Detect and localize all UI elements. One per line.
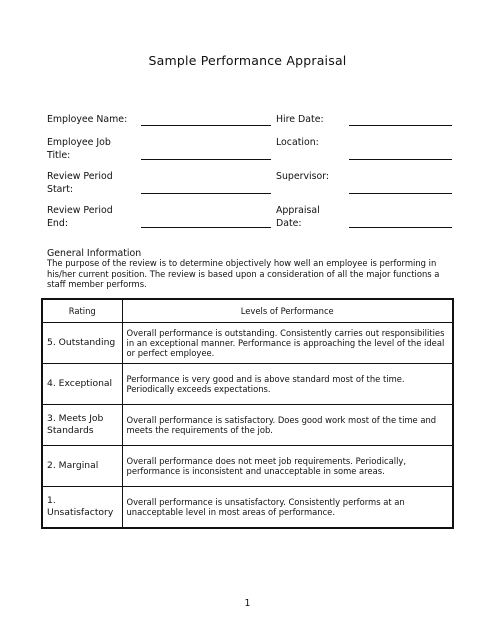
field-label-line: Employee Job <box>47 137 111 148</box>
field-label-line: Date: <box>276 218 302 229</box>
field-label-line: Appraisal <box>276 205 320 216</box>
review-end-field[interactable] <box>141 227 271 228</box>
description-cell: Overall performance is outstanding. Consistently carries out responsibilities in an exceptional manner. Performance is approaching the level of the ideal or perfect employee. <box>122 323 453 364</box>
job-title-label <box>47 136 111 162</box>
rating-cell: 1. Unsatisfactory <box>42 487 122 529</box>
review-start-label <box>47 170 113 196</box>
job-title-field[interactable] <box>141 159 271 160</box>
field-label-line: Review Period <box>47 205 113 216</box>
rating-cell: 2. Marginal <box>42 446 122 487</box>
page-number: 1 <box>244 598 251 609</box>
rating-cell: 5. Outstanding <box>42 323 122 364</box>
employee-name-field[interactable] <box>141 125 271 126</box>
description-cell: Overall performance is satisfactory. Does good work most of the time and meets the requirements of the job. <box>122 405 453 446</box>
rating-cell: 4. Exceptional <box>42 364 122 405</box>
field-label-line: Hire Date: <box>276 114 324 125</box>
supervisor-label <box>276 170 329 183</box>
table-row <box>42 487 453 529</box>
description-cell: Overall performance is unsatisfactory. Consistently performs at an unacceptable level in most areas of performance. <box>122 487 453 529</box>
table-row <box>42 323 453 364</box>
appraisal-date-label <box>276 204 320 230</box>
general-info-heading: General Information <box>47 248 142 259</box>
page-title: Sample Performance Appraisal <box>148 53 347 68</box>
field-label-line: End: <box>47 218 68 229</box>
performance-rating-table <box>41 298 454 529</box>
table-header-row <box>42 299 453 323</box>
table-row <box>42 446 453 487</box>
table-row <box>42 364 453 405</box>
hire-date-field[interactable] <box>349 125 452 126</box>
field-label-line: Review Period <box>47 171 113 182</box>
employee-name-label <box>47 113 127 126</box>
supervisor-field[interactable] <box>349 193 452 194</box>
location-label <box>276 136 319 149</box>
field-label-line: Supervisor: <box>276 171 330 182</box>
rating-cell: 3. Meets Job Standards <box>42 405 122 446</box>
appraisal-date-field[interactable] <box>349 227 452 228</box>
field-label-line: Title: <box>47 150 71 161</box>
description-cell: Overall performance does not meet job requirements. Periodically, performance is inconsistent and unacceptable in some areas. <box>122 446 453 487</box>
general-info-text: The purpose of the review is to determine objectively how well an employee is performing in his/her current position. The review is based upon a consideration of all the major functions a staff member performs. <box>47 258 440 289</box>
review-end-label <box>47 204 113 230</box>
table-row <box>42 405 453 446</box>
levels-column-header: Levels of Performance <box>122 299 453 323</box>
rating-column-header: Rating <box>42 299 122 323</box>
field-label-line: Employee Name: <box>47 114 128 125</box>
location-field[interactable] <box>349 159 452 160</box>
field-label-line: Start: <box>47 184 74 195</box>
description-cell: Performance is very good and is above standard most of the time. Periodically exceeds expectations. <box>122 364 453 405</box>
review-start-field[interactable] <box>141 193 271 194</box>
field-label-line: Location: <box>276 137 319 148</box>
hire-date-label <box>276 113 324 126</box>
